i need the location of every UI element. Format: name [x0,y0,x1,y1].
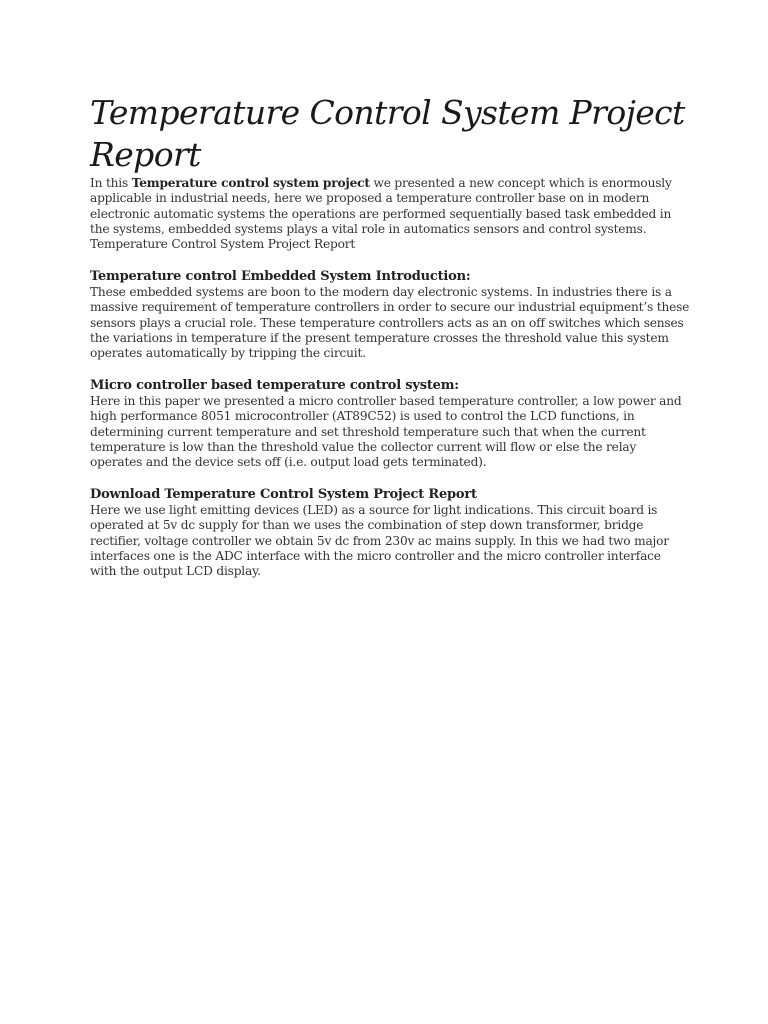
intro-bold-term: Temperature control system project [131,176,370,190]
intro-paragraph [90,176,690,237]
section-body: Here we use light emitting devices (LED) as a source for light indications. This circuit board is operated at 5v dc supply for than we uses the combination of step down transformer, bridge rectifier, voltage controller we obtain 5v dc from 230v ac mains supply. In this we had two major interfaces one is the ADC interface with the micro controller and the micro controller interface with the output LCD display. [90,502,669,579]
section-heading: Micro controller based temperature control system: [90,378,459,394]
section-body: These embedded systems are boon to the modern day electronic systems. In industries there is a massive requirement of temperature controllers in order to secure our industrial equipment’s these sensors plays a crucial role. These temperature controllers acts as an on off switches which senses the variations in temperature if the present temperature crosses the threshold value this system operates automatically by tripping the circuit. [90,284,690,361]
document-title: Temperature Control System Project Report [90,93,685,174]
image-caption: Temperature Control System Project Report [90,237,356,252]
section-body: Here in this paper we presented a micro controller based temperature controller, a low power and high performance 8051 microcontroller (AT89C52) is used to control the LCD functions, in determining current temperature and set threshold temperature such that when the current temperature is low than the threshold value the collector current will flow or else the relay operates and the device sets off (i.e. output load gets terminated). [90,393,682,470]
section-introduction [90,269,690,361]
section-microcontroller [90,378,690,470]
section-heading: Download Temperature Control System Project Report [90,487,477,503]
document-page [90,92,690,579]
section-heading: Temperature control Embedded System Introduction: [90,269,471,285]
intro-prefix: In this [90,176,132,190]
section-download [90,487,690,579]
intro-rest: we presented a new concept which is enormously applicable in industrial needs, here we proposed a temperature controller base on in modern electronic automatic systems the operations are performed sequentially based task embedded in the systems, embedded systems plays a vital role in automatics sensors and control systems. [90,176,672,236]
